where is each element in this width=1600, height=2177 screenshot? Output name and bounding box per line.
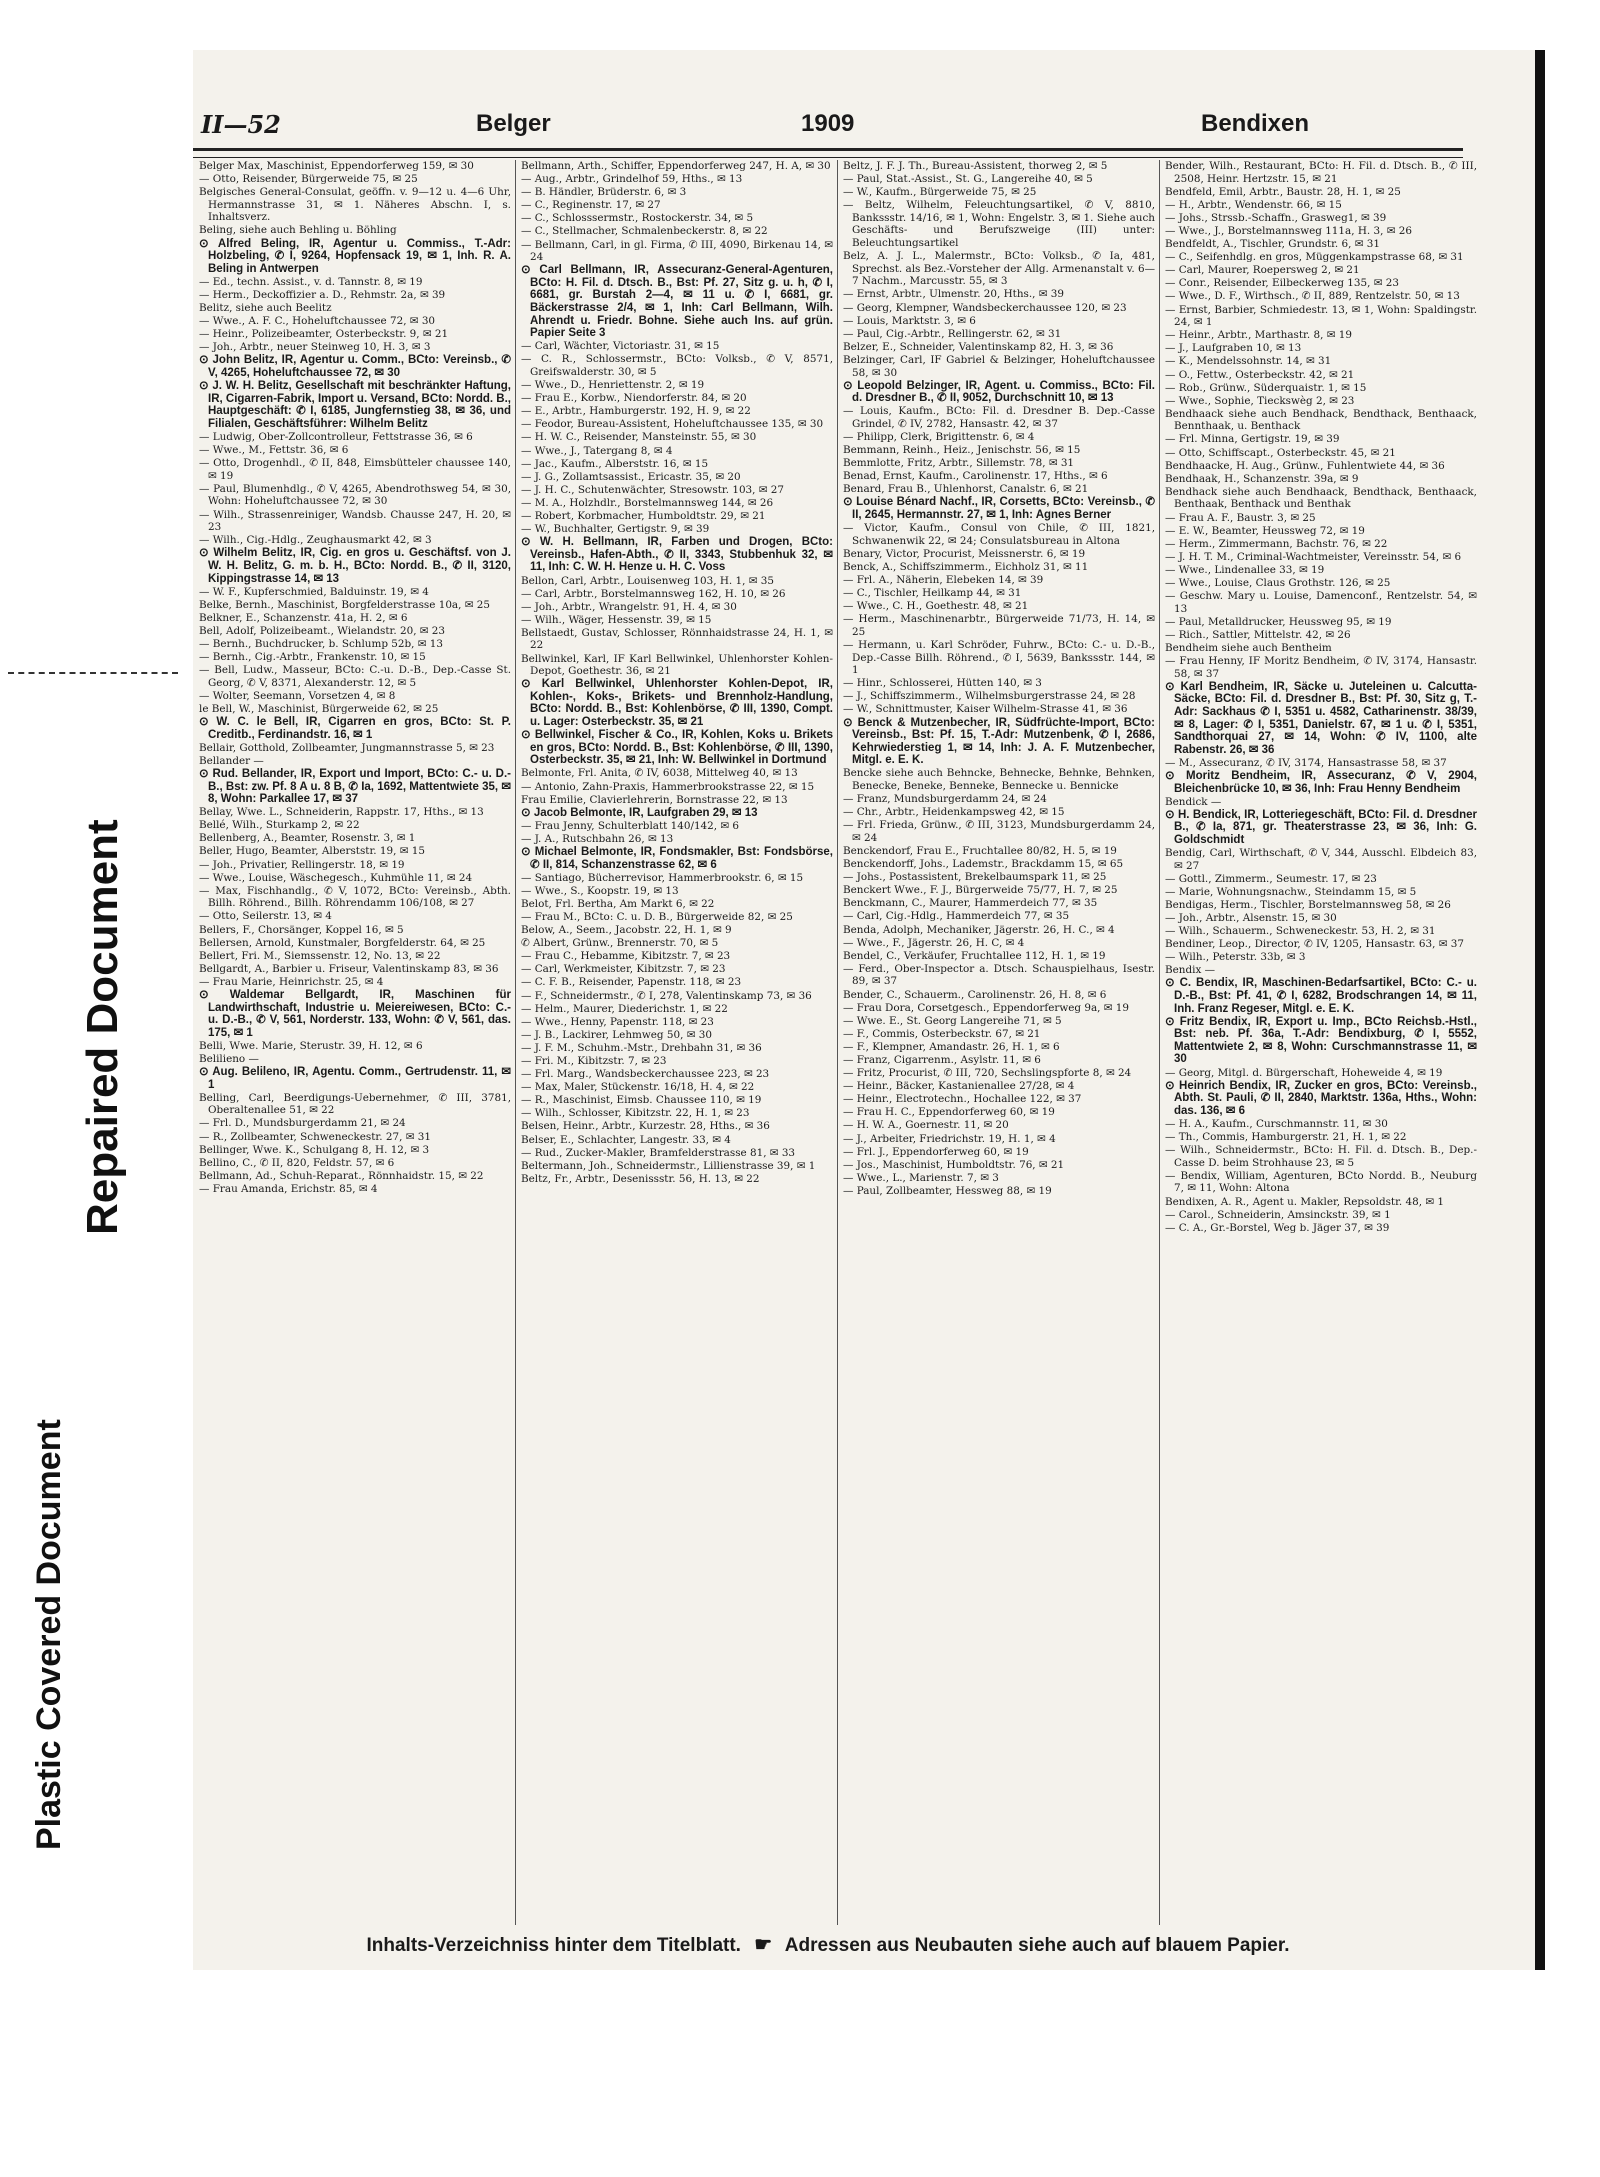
directory-entry: — Georg, Mitgl. d. Bürgerschaft, Hoheweide 4, ✉ 19 [1165,1066,1443,1079]
directory-entry: ⊙ Aug. Belileno, IR, Agentu. Comm., Gertrudenstr. 11, ✉ 1 [199,1066,511,1091]
directory-entry: — Carol., Schneiderin, Amsinckstr. 39, ✉ 1 [1165,1208,1391,1221]
directory-entry: Benckert Wwe., F. J., Bürgerweide 75/77, H. 7, ✉ 25 [843,884,1118,897]
directory-entry: — Conr., Reisender, Eilbeckerweg 135, ✉ 23 [1165,277,1399,290]
directory-entry: — Herm., Zimmermann, Bachstr. 76, ✉ 22 [1165,537,1388,550]
year-heading: 1909 [801,110,855,137]
directory-entry: — Hinr., Schlosserei, Hütten 140, ✉ 3 [843,677,1042,690]
directory-entry: — Frau Amanda, Erichstr. 85, ✉ 4 [199,1182,378,1195]
directory-page [193,50,1543,1970]
directory-entry: — J., Arbeiter, Friedrichstr. 19, H. 1, ✉ 4 [843,1132,1056,1145]
directory-entry: — B. Händler, Brüderstr. 6, ✉ 3 [521,186,687,199]
directory-entry: — F., Commis, Osterbeckstr. 67, ✉ 21 [843,1027,1041,1040]
directory-entry: — O., Fettw., Osterbeckstr. 42, ✉ 21 [1165,368,1355,381]
directory-entry: — Marie, Wohnungsnachw., Steindamm 15, ✉ 5 [1165,885,1417,898]
directory-entry: Belli, Wwe. Marie, Sterustr. 39, H. 12, ✉ 6 [199,1039,423,1052]
directory-entry: Belke, Bernh., Maschinist, Borgfelderstrasse 10a, ✉ 25 [199,598,490,611]
directory-entry: — Frl. Frieda, Grünw., ✆ III, 3123, Mundsburgerdamm 24, ✉ 24 [843,819,1155,844]
directory-entry: — Georg, Klempner, Wandsbeckerchaussee 120, ✉ 23 [843,301,1127,314]
directory-entry: — Frau M., BCto: C. u. D. B., Bürgerweide 82, ✉ 25 [521,910,793,923]
directory-entry: — Otto, Seilerstr. 13, ✉ 4 [199,910,332,923]
cut-line [8,672,178,674]
directory-entry: Bendiner, Leop., Director, ✆ IV, 1205, Hansastr. 63, ✉ 37 [1165,938,1464,951]
directory-entry: — Carl, Cig.-Hdlg., Hammerdeich 77, ✉ 35 [843,910,1070,923]
directory-entry: Benard, Frau B., Uhlenhorst, Canalstr. 6, ✉ 21 [843,483,1089,496]
directory-entry: — M., Assecuranz, ✆ IV, 3174, Hansastrasse 58, ✉ 37 [1165,756,1447,769]
page-edge [1535,50,1545,1970]
directory-entry: — J., Schiffszimmerm., Wilhelmsburgerstrasse 24, ✉ 28 [843,690,1136,703]
directory-entry: ⊙ C. Bendix, IR, Maschinen-Bedarfsartikel, BCto: C.- u. D.-B., Bst: Pf. 41, ✆ I, 6282, Brodschrangen 14, ✉ 11, Inh. Franz Regeser, Mitgl. e. E. K. [1165,977,1477,1015]
directory-entry: — C. R., Schlossermstr., BCto: Volksb., ✆ V, 8571, Greifswalderstr. 30, ✉ 5 [521,353,833,378]
directory-entry: — Wwe., Lindenallee 33, ✉ 19 [1165,563,1325,576]
directory-entry: Bendhaack siehe auch Bendhack, Bendthack, Benthaack, Bennthaak, u. Benthack [1165,407,1477,433]
column-divider [1159,160,1160,1925]
directory-entry: — M. A., Holzhdlr., Borstelmannsweg 144, ✉ 26 [521,496,774,509]
directory-entry: — Johs., Postassistent, Brekelbaumspark 11, ✉ 25 [843,871,1107,884]
directory-entry: — Carl, Arbtr., Borstelmannsweg 162, H. 10, ✉ 26 [521,587,786,600]
directory-entry: — Joh., Arbtr., Alsenstr. 15, ✉ 30 [1165,911,1337,924]
directory-entry: ⊙ Fritz Bendix, IR, Export u. Imp., BCto Reichsb.-Hstl., Bst: neb. Pf. 36a, T.-Adr: Bendixburg, ✆ I, 5552, Mattentwiete 2, ✉ 8, Wohn: Curschmannstrasse 11, ✉ 30 [1165,1015,1477,1066]
directory-entry: Belgisches General-Consulat, geöffn. v. 9—12 u. 4—6 Uhr, Hermannstrasse 31, ✉ 1. Näheres Abschn. I, s. Inhaltsverz. [199,186,511,224]
pointing-hand-icon: ☛ [754,1934,773,1956]
directory-entry: — Paul, Cig.-Arbtr., Rellingerstr. 62, ✉ 31 [843,327,1062,340]
directory-entry: — Jos., Maschinist, Humboldtstr. 76, ✉ 21 [843,1158,1065,1171]
directory-entry: — Hermann, u. Karl Schröder, Fuhrw., BCto: C.- u. D.-B., Dep.-Casse Billh. Röhrend., ✆ I, 5639, Bankssstr. 144, ✉ 1 [843,638,1155,677]
directory-entry: — Bellmann, Carl, in gl. Firma, ✆ III, 4090, Birkenau 14, ✉ 24 [521,238,833,264]
column-4 [1165,160,1477,1925]
directory-entry: — Carl, Wächter, Victoriastr. 31, ✉ 15 [521,340,720,353]
directory-entry: Bemmann, Reinh., Heiz., Jenischstr. 56, ✉ 15 [843,444,1081,457]
directory-entry: — Otto, Schiffscapt., Osterbeckstr. 45, ✉ 21 [1165,446,1396,459]
directory-entry: — Bernh., Cig.-Arbtr., Frankenstr. 10, ✉ 15 [199,651,426,664]
directory-entry: — Victor, Kaufm., Consul von Chile, ✆ III, 1821, Schwanenwik 22, ✉ 24; Consulatsbureau in Altona [843,522,1155,547]
directory-entry: Bellersen, Arnold, Kunstmaler, Borgfelderstr. 64, ✉ 25 [199,936,486,949]
directory-entry: Bellers, F., Chorsänger, Koppel 16, ✉ 5 [199,923,404,936]
directory-entry: — W., Kaufm., Bürgerweide 75, ✉ 25 [843,186,1037,199]
directory-entry: — Wwe., Sophie, Tieckswèg 2, ✉ 23 [1165,394,1355,407]
directory-entry: Benckendorff, Johs., Lademstr., Brackdamm 15, ✉ 65 [843,858,1124,871]
directory-entry: ⊙ W. C. le Bell, IR, Cigarren en gros, BCto: St. P. Creditb., Ferdinandstr. 16, ✉ 1 [199,716,511,741]
directory-entry: — Heinr., Bäcker, Kastanienallee 27/28, ✉ 4 [843,1080,1075,1093]
plastic-covered-label: Plastic Covered Document [30,1419,68,1850]
directory-entry: — J. B., Lackirer, Lehmweg 50, ✉ 30 [521,1028,712,1041]
directory-entry: — Rud., Zucker-Makler, Bramfelderstrasse 81, ✉ 33 [521,1146,796,1159]
page-footer [193,1932,1463,1957]
directory-entry: — Wilh., Strassenreiniger, Wandsb. Chausse 247, H. 20, ✉ 23 [199,508,511,534]
directory-entry: — J. G., Zollamtsassist., Ericastr. 35, ✉ 20 [521,470,741,483]
directory-entry: — Paul, Zollbeamter, Hessweg 88, ✉ 19 [843,1184,1052,1197]
directory-entry: Benck, A., Schiffszimmerm., Eichholz 31, ✉ 11 [843,560,1089,573]
directory-entry: — Beltz, Wilhelm, Feleuchtungsartikel, ✆ V, 8810, Bankssstr. 14/16, ✉ 1, Wohn: Engelstr. 3, ✉ 1. Siehe auch Geschäfts- und Berufszweige (III) unter: Beleuchtungsartikel [843,199,1155,250]
directory-entry: Belzinger, Carl, IF Gabriel & Belzinger, Hoheluftchaussee 58, ✉ 30 [843,353,1155,379]
directory-entry: — Frl. J., Eppendorferweg 60, ✉ 19 [843,1145,1029,1158]
directory-entry: — H. W. A., Goernestr. 11, ✉ 20 [843,1119,1009,1132]
directory-entry: — Otto, Drogenhdl., ✆ II, 848, Eimsbütteler chaussee 140, ✉ 19 [199,457,511,482]
directory-entry: — E., Arbtr., Hamburgerstr. 192, H. 9, ✉ 22 [521,405,751,418]
directory-entry: Bellgardt, A., Barbier u. Friseur, Valentinskamp 83, ✉ 36 [199,962,499,975]
directory-entry: — Antonio, Zahn-Praxis, Hammerbrookstrasse 22, ✉ 15 [521,780,815,793]
directory-entry: — W., Schnittmuster, Kaiser Wilhelm-Strasse 41, ✉ 36 [843,703,1128,716]
directory-entry: — Ludwig, Ober-Zollcontrolleur, Fettstrasse 36, ✉ 6 [199,430,473,443]
header-rule [193,148,1463,158]
directory-entry: ⊙ Benck & Mutzenbecher, IR, Südfrüchte-Import, BCto: Vereinsb., Bst: Pf. 15, T.-Adr: Mutzenbenk, ✆ I, 2686, Kehrwiederstieg 1, ✉ 14, Inh: J. A. F. Mutzenbecher, Mitgl. e. E. K. [843,716,1155,767]
directory-entry: Belsen, Heinr., Arbtr., Kurzestr. 28, Hths., ✉ 36 [521,1120,770,1133]
directory-entry: Bendfeld, Emil, Arbtr., Baustr. 28, H. 1, ✉ 25 [1165,185,1401,198]
directory-entry: — Frau A. F., Baustr. 3, ✉ 25 [1165,511,1316,524]
directory-entry: Bellmann, Arth., Schiffer, Eppendorferweg 247, H. A, ✉ 30 [521,160,831,172]
directory-entry: — J. H. T. M., Criminal-Wachtmeister, Vereinsstr. 54, ✉ 6 [1165,550,1462,563]
directory-entry: — Jac., Kaufm., Alberststr. 16, ✉ 15 [521,457,709,470]
directory-entry: Beling, siehe auch Behling u. Böhling [199,224,397,237]
directory-entry: — R., Zollbeamter, Schweneckestr. 27, ✉ 31 [199,1130,431,1143]
directory-entry: — Ernst, Barbier, Schmiedestr. 13, ✉ 1, Wohn: Spaldingstr. 24, ✉ 1 [1165,303,1477,329]
directory-entry: Belz, A. J. L., Malermstr., BCto: Volksb., ✆ Ia, 481, Sprechst. als Bez.-Vorsteher der Allg. Armenanstalt v. 6—7 Nachm., Marcusstr. 55, ✉ 3 [843,250,1155,288]
directory-entry: Belitz, siehe auch Beelitz [199,302,332,315]
directory-entry: Benda, Adolph, Mechaniker, Jägerstr. 26, H. C., ✉ 4 [843,923,1115,936]
directory-entry: ⊙ Waldemar Bellgardt, IR, Maschinen für Landwirthschaft, Industrie u. Meiereiwesen, BCto: C.- u. D.-B., ✆ V, 561, Norderstr. 133, Wohn: ✆ V, 561, das. 175, ✉ 1 [199,989,511,1039]
directory-entry: — Wilh., Schneidermstr., BCto: H. Fil. d. Dtsch. B., Dep.-Casse D. beim Strohhause 23, ✉ 5 [1165,1144,1477,1169]
directory-entry: Belot, Frl. Bertha, Am Markt 6, ✉ 22 [521,897,715,910]
directory-entry: — Frau Henny, IF Moritz Bendheim, ✆ IV, 3174, Hansastr. 58, ✉ 37 [1165,655,1477,680]
directory-entry: — Carl, Werkmeister, Kibitzstr. 7, ✉ 23 [521,963,726,976]
page-number: II—52 [201,110,281,139]
directory-entry: Bellino, C., ✆ II, 820, Feldstr. 57, ✉ 6 [199,1156,395,1169]
directory-entry: — Paul, Blumenhdlg., ✆ V, 4265, Abendrothsweg 54, ✉ 30, Wohn: Hoheluftchaussee 72, ✉ 30 [199,482,511,508]
directory-entry: Belilieno — [199,1052,259,1065]
directory-entry: Benckendorf, Frau E., Fruchtallee 80/82, H. 5, ✉ 19 [843,844,1117,857]
margin-strip [0,0,190,2177]
directory-entry: — H., Arbtr., Wendenstr. 66, ✉ 15 [1165,198,1342,211]
directory-entry: — Wwe., D., Henriettenstr. 2, ✉ 19 [521,379,705,392]
directory-entry: Bender, C., Schauerm., Carolinenstr. 26, H. 8, ✉ 6 [843,988,1107,1001]
directory-entry: — Frau H. C., Eppendorferweg 60, ✉ 19 [843,1106,1055,1119]
directory-entry: — J. H. C., Schutenwächter, Stresowstr. 103, ✉ 27 [521,483,785,496]
directory-entry: ⊙ Karl Bendheim, IR, Säcke u. Juteleinen u. Calcutta-Säcke, BCto: Fil. d. Dresdner B., Bst: Pf. 30, Sitz g, T.-Adr: Sackhaus ✆ I, 5351 u. 4582, Catharinenstr. 38/39, ✉ 8, Lager: ✆ I, 5351, Danielstr. 67, ✉ 1 u. ✆ I, 5351, Sandthorquai 27, ✉ 14, Wohn: ✆ IV, 1100, alte Rabenstr. 26, ✉ 36 [1165,680,1477,756]
directory-entry: — Herm., Maschinenarbtr., Bürgerweide 71/73, H. 14, ✉ 25 [843,613,1155,638]
directory-entry: — Frau Jenny, Schulterblatt 140/142, ✉ 6 [521,819,740,832]
directory-entry: — Fritz, Procurist, ✆ III, 720, Sechslingspforte 8, ✉ 24 [843,1067,1132,1080]
directory-entry: ⊙ Wilhelm Belitz, IR, Cig. en gros u. Geschäftsf. von J. W. H. Belitz, G. m. b. H., BCto: Nordd. B., ✆ II, 3120, Kippingstrasse 14, ✉ 13 [199,547,511,585]
directory-entry: — E. W., Beamter, Heussweg 72, ✉ 19 [1165,524,1365,537]
directory-entry: — J., Laufgraben 10, ✉ 13 [1165,342,1302,355]
directory-entry: — C., Schlosssermstr., Rostockerstr. 34, ✉ 5 [521,212,754,225]
directory-entry: Bellé, Wilh., Sturkamp 2, ✉ 22 [199,819,360,832]
directory-entry: — Otto, Reisender, Bürgerweide 75, ✉ 25 [199,173,418,186]
footer-addresses-note: Adressen aus Neubauten siehe auch auf blauem Papier. [784,1935,1290,1956]
directory-entry: — Franz, Cigarrenm., Asylstr. 11, ✉ 6 [843,1053,1041,1066]
directory-entry: Bellert, Fri. M., Siemssenstr. 12, No. 13, ✉ 22 [199,949,441,962]
directory-entry: — Wilh., Peterstr. 33b, ✉ 3 [1165,951,1306,964]
column-divider [837,160,838,1925]
directory-entry: — Wwe., D. F., Wirthsch., ✆ II, 889, Rentzelstr. 50, ✉ 13 [1165,290,1460,303]
directory-entry: Bendhack siehe auch Bendhaack, Bendthack, Benthaack, Benthaak, Benthack und Benthak [1165,485,1477,511]
directory-entry: Bendheim siehe auch Bentheim [1165,641,1332,654]
directory-entry: — Ferd., Ober-Inspector a. Dtsch. Schauspielhaus, Isestr. 89, ✉ 37 [843,962,1155,988]
directory-entry: — Wwe., M., Fettstr. 36, ✉ 6 [199,444,349,457]
directory-entry: ⊙ Leopold Belzinger, IR, Agent. u. Commiss., BCto: Fil. d. Dresdner B., ✆ II, 9052, Durchschnitt 10, ✉ 13 [843,379,1155,405]
directory-entry: — Louis, Marktstr. 3, ✉ 6 [843,314,976,327]
directory-entry: Bellmann, Ad., Schuh-Reparat., Rönnhaidstr. 15, ✉ 22 [199,1169,484,1182]
first-entry-heading: Belger [476,110,551,137]
column-2 [521,160,833,1925]
directory-entry: Beller, Hugo, Beamter, Alberststr. 19, ✉ 15 [199,845,425,858]
directory-entry: — F., Klempner, Amandastr. 26, H. 1, ✉ 6 [843,1040,1060,1053]
directory-entry: — C. F. B., Reisender, Papenstr. 118, ✉ 23 [521,976,742,989]
directory-entry: Belling, Carl, Beerdigungs-Uebernehmer, ✆ III, 3781, Oberaltenallee 51, ✉ 22 [199,1091,511,1117]
directory-entry: — Frau Dora, Corsetgesch., Eppendorferweg 9a, ✉ 19 [843,1001,1130,1014]
directory-entry: Beltz, J. F. J. Th., Bureau-Assistent, thorweg 2, ✉ 5 [843,160,1108,172]
directory-entry: Benad, Ernst, Kaufm., Carolinenstr. 17, Hths., ✉ 6 [843,470,1108,483]
directory-entry: — Bendix, William, Agenturen, BCto Nordd. B., Neuburg 7, ✉ 11, Wohn: Altona [1165,1169,1477,1195]
directory-entry: — Paul, Metalldrucker, Heussweg 95, ✉ 19 [1165,615,1392,628]
directory-entry: Bendfeldt, A., Tischler, Grundstr. 6, ✉ 31 [1165,238,1380,251]
directory-entry: — Franz, Mundsburgerdamm 24, ✉ 24 [843,793,1047,806]
directory-entry: — Frau E., Korbw., Niendorferstr. 84, ✉ 20 [521,392,747,405]
directory-entry: ⊙ Moritz Bendheim, IR, Assecuranz, ✆ V, 2904, Bleichenbrücke 10, ✉ 36, Inh: Frau Henny Bendheim [1165,769,1477,795]
directory-entry: — Frl. Marg., Wandsbeckerchaussee 223, ✉ 23 [521,1068,770,1081]
footer-index-note: Inhalts-Verzeichniss hinter dem Titelblatt. [366,1935,741,1956]
directory-entry: Bellstaedt, Gustav, Schlosser, Rönnhaidstrasse 24, H. 1, ✉ 22 [521,626,833,652]
last-entry-heading: Bendixen [1201,110,1310,137]
directory-entry: — J. F. M., Schuhm.-Mstr., Drehbahn 31, ✉ 36 [521,1041,762,1054]
directory-entry: — Fri. M., Kibitzstr. 7, ✉ 23 [521,1054,667,1067]
directory-entry: — Frl. Minna, Gertigstr. 19, ✉ 39 [1165,433,1340,446]
directory-entry: — W. F., Kupferschmied, Balduinstr. 19, ✉ 4 [199,585,429,598]
directory-entry: Beltz, Fr., Arbtr., Desenissstr. 56, H. 13, ✉ 22 [521,1172,760,1185]
directory-entry: — Joh., Arbtr., Wrangelstr. 91, H. 4, ✉ 30 [521,600,737,613]
directory-entry: — Helm., Maurer, Diederichstr. 1, ✉ 22 [521,1002,728,1015]
directory-entry: — Bernh., Buchdrucker, b. Schlump 52b, ✉ 13 [199,637,444,650]
directory-entry: ⊙ Alfred Beling, IR, Agentur u. Commiss., T.-Adr: Holzbeling, ✆ I, 9264, Hopfensack 19, ✉ 1, Inh. R. A. Beling in Antwerpen [199,237,511,275]
directory-entry: — Rob., Grünw., Süderquaistr. 1, ✉ 15 [1165,381,1367,394]
directory-entry: ⊙ John Belitz, IR, Agentur u. Comm., BCto: Vereinsb., ✆ V, 4265, Hoheluftchaussee 72, ✉ 30 [199,354,511,379]
directory-entry: Benckmann, C., Maurer, Hammerdeich 77, ✉ 35 [843,897,1098,910]
directory-entry: — Frl. A., Näherin, Elebeken 14, ✉ 39 [843,574,1044,586]
directory-entry: Belser, E., Schlachter, Langestr. 33, ✉ 4 [521,1133,731,1146]
directory-entry: — Frl. D., Mundsburgerdamm 21, ✉ 24 [199,1117,406,1130]
directory-entry: — F., Schneidermstr., ✆ I, 278, Valentinskamp 73, ✉ 36 [521,989,812,1002]
directory-entry: Belmonte, Frl. Anita, ✆ IV, 6038, Mittelweg 40, ✉ 13 [521,767,798,780]
directory-entry: — Bell, Ludw., Masseur, BCto: C.-u. D.-B., Dep.-Casse St. Georg, ✆ V, 8371, Alexanderstr. 12, ✉ 5 [199,664,511,689]
directory-entry: Bellay, Wwe. L., Schneiderin, Rappstr. 17, Hths., ✉ 13 [199,806,484,819]
directory-entry: — Wwe., A. F. C., Hoheluftchaussee 72, ✉ 30 [199,315,436,328]
directory-entry: Bencke siehe auch Behncke, Behnecke, Behnke, Behnken, Benecke, Beneke, Benneke, Bennecke u. Bennicke [843,767,1155,792]
directory-entry: — Ernst, Arbtr., Ulmenstr. 20, Hths., ✉ 39 [843,288,1065,301]
directory-entry: Bendixen, A. R., Agent u. Makler, Repsoldstr. 48, ✉ 1 [1165,1195,1444,1208]
directory-entry: Bendick — [1165,795,1222,808]
directory-entry: — Wwe., Henny, Papenstr. 118, ✉ 23 [521,1015,714,1028]
column-3 [843,160,1155,1925]
directory-entry: Bell, Adolf, Polizeibeamt., Wielandstr. 20, ✉ 23 [199,624,446,637]
directory-entry: ⊙ Bellwinkel, Fischer & Co., IR, Kohlen, Koks u. Brikets en gros, BCto: Nordd. B., Bst: Kohlenbörse, ✆ III, 1390, Osterbeckstr. 35, ✉ 21, Inh: W. Bellwinkel in Dortmund [521,729,833,767]
directory-entry: — Aug., Arbtr., Grindelhof 59, Hths., ✉ 13 [521,173,743,186]
directory-entry: — Max, Fischhandlg., ✆ V, 1072, BCto: Vereinsb., Abth. Billh. Röhrend., Billh. Röhrendamm 106/108, ✉ 27 [199,884,511,910]
column-divider [515,160,516,1925]
directory-entry: — Wwe., F., Jägerstr. 26, H. C, ✉ 4 [843,936,1025,949]
directory-entry: — Frau C., Hebamme, Kibitzstr. 7, ✉ 23 [521,950,731,963]
directory-entry: — Heinr., Electrotechn., Hochallee 122, ✉ 37 [843,1093,1082,1106]
directory-entry: Bender, Wilh., Restaurant, BCto: H. Fil. d. Dtsch. B., ✆ III, 2508, Heinr. Hertzstr. 15, ✉ 21 [1165,160,1477,185]
directory-entry: Bellinger, Wwe. K., Schulgang 8, H. 12, ✉ 3 [199,1143,430,1156]
directory-entry: Bellon, Carl, Arbtr., Louisenweg 103, H. 1, ✉ 35 [521,574,774,587]
directory-entry: — H. A., Kaufm., Curschmannstr. 11, ✉ 30 [1165,1117,1388,1130]
directory-entry: Bendhaak, H., Schanzenstr. 39a, ✉ 9 [1165,472,1359,485]
directory-entry: Beltermann, Joh., Schneidermstr., Lillienstrasse 39, ✉ 1 [521,1159,816,1172]
directory-entry: — Wwe., Louise, Claus Grothstr. 126, ✉ 25 [1165,577,1391,589]
directory-entry: — Wwe., S., Koopstr. 19, ✉ 13 [521,884,679,897]
directory-entry: Belzer, E., Schneider, Valentinskamp 82, H. 3, ✉ 36 [843,340,1114,353]
directory-entry: Bellwinkel, Karl, IF Karl Bellwinkel, Uhlenhorster Kohlen-Depot, Goethestr. 36, ✉ 21 [521,652,833,678]
directory-entry: — Wwe., L., Marienstr. 7, ✉ 3 [843,1171,999,1184]
directory-entry: — C., Reginenstr. 17, ✉ 27 [521,199,661,212]
directory-entry: ✆ Albert, Grünw., Brennerstr. 70, ✉ 5 [521,937,719,950]
directory-entry: — R., Maschinist, Eimsb. Chaussee 110, ✉ 19 [521,1094,762,1107]
directory-entry: — Heinr., Arbtr., Marthastr. 8, ✉ 19 [1165,329,1352,342]
directory-entry: Bemmlotte, Fritz, Arbtr., Sillemstr. 78, ✉ 31 [843,457,1075,470]
directory-entry: — Wilh., Wäger, Hessenstr. 39, ✉ 15 [521,613,712,626]
directory-entry: ⊙ Karl Bellwinkel, Uhlenhorster Kohlen-Depot, IR, Kohlen-, Koks-, Brikets- und Brennholz-Handlung, BCto: Nordd. B., Bst: Kohlenbörse, ✆ III, 1390, Compt. u. Lager: Osterbeckstr. 35, ✉ 21 [521,678,833,729]
directory-entry: — Wwe., J., Tatergang 8, ✉ 4 [521,444,673,457]
directory-entry: — C., Seifenhdlg. en gros, Müggenkampstrasse 68, ✉ 31 [1165,251,1464,264]
directory-entry: — Joh., Arbtr., neuer Steinweg 10, H. 3, ✉ 3 [199,341,431,354]
directory-entry: ⊙ W. H. Bellmann, IR, Farben und Drogen, BCto: Vereinsb., Hafen-Abth., ✆ II, 3343, Stubbenhuk 32, ✉ 11, Inh: C. W. H. Henze u. H. C. Voss [521,536,833,574]
directory-entry: — Louis, Kaufm., BCto: Fil. d. Dresdner B. Dep.-Casse Grindel, ✆ IV, 2782, Hansastr. 42, ✉ 37 [843,405,1155,430]
directory-entry: — Wilh., Cig.-Hdlg., Zeughausmarkt 42, ✉ 3 [199,534,432,547]
directory-entry: Bendig, Carl, Wirthschaft, ✆ V, 344, Ausschl. Elbdeich 83, ✉ 27 [1165,846,1477,872]
directory-entry: — Herm., Deckoffizier a. D., Rehmstr. 2a, ✉ 39 [199,288,446,301]
directory-entry: — Santiago, Bücherrevisor, Hammerbrookstr. 6, ✉ 15 [521,871,804,884]
repaired-document-label: Repaired Document [78,819,127,1235]
directory-entry: ⊙ Louise Bénard Nachf., IR, Corsetts, BCto: Vereinsb., ✆ II, 2645, Hermannstr. 27, ✉ 1, Inh: Agnes Berner [843,496,1155,522]
directory-entry: — C. A., Gr.-Borstel, Weg b. Jäger 37, ✉ 39 [1165,1221,1390,1234]
directory-entry: — C., Stellmacher, Schmalenbeckerstr. 8, ✉ 22 [521,225,768,238]
directory-entry: — Chr., Arbtr., Heidenkampsweg 42, ✉ 15 [843,806,1065,819]
directory-entry: Benary, Victor, Procurist, Meissnerstr. 6, ✉ 19 [843,547,1086,560]
directory-entry: Belger Max, Maschinist, Eppendorferweg 159, ✉ 30 [199,160,474,172]
directory-entry: — H. W. C., Reisender, Mansteinstr. 55, ✉ 30 [521,431,757,444]
directory-entry: — Joh., Privatier, Rellingerstr. 18, ✉ 19 [199,858,405,871]
directory-entry: — J. A., Rutschbahn 26, ✉ 13 [521,832,674,845]
directory-entry: ⊙ Rud. Bellander, IR, Export und Import, BCto: C.- u. D.-B., Bst: zw. Pf. 8 A u. 8 B, ✆ Ia, 1692, Mattentwiete 35, ✉ 8, Wohn: Parkallee 17, ✉ 37 [199,767,511,806]
directory-entry: — Wilh., Schauerm., Schweneckestr. 53, H. 2, ✉ 31 [1165,925,1436,938]
directory-entry: ⊙ H. Bendick, IR, Lotteriegeschäft, BCto: Fil. d. Dresdner B., ✆ Ia, 871, gr. Theaterstrasse 23, ✉ 36, Inh: G. Goldschmidt [1165,808,1477,846]
directory-entry: — Carl, Maurer, Roepersweg 2, ✉ 21 [1165,264,1360,277]
directory-entry: — Feodor, Bureau-Assistent, Hoheluftchaussee 135, ✉ 30 [521,418,824,431]
directory-entry: — Paul, Stat.-Assist., St. G., Langereihe 40, ✉ 5 [843,173,1093,186]
directory-entry: ⊙ J. W. H. Belitz, Gesellschaft mit beschränkter Haftung, IR, Cigarren-Fabrik, Import u. Versand, BCto: Nordd. B., Hauptgeschäft: ✆ I, 6185, Jungfernstieg 38, ✉ 36, und Filialen, Geschäftsführer: Wilhelm Belitz [199,380,511,430]
directory-entry: — Rich., Sattler, Mittelstr. 42, ✉ 26 [1165,628,1351,641]
directory-entry: Bendhaacke, H. Aug., Grünw., Fuhlentwiete 44, ✉ 36 [1165,459,1445,472]
directory-entry: ⊙ Michael Belmonte, IR, Fondsmakler, Bst: Fondsbörse, ✆ II, 814, Schanzenstrasse 62, ✉ 6 [521,845,833,871]
directory-entry: — K., Mendelssohnstr. 14, ✉ 31 [1165,355,1332,368]
directory-entry: — Th., Commis, Hamburgerstr. 21, H. 1, ✉ 22 [1165,1131,1407,1144]
directory-entry: Bellair, Gotthold, Zollbeamter, Jungmannstrasse 5, ✉ 23 [199,741,495,754]
directory-entry: ⊙ Carl Bellmann, IR, Assecuranz-General-Agenturen, BCto: H. Fil. d. Dtsch. B., Bst: Pf. 27, Sitz g. u. h, ✆ I, 6681, gr. Burstah 2—4, ✉ 11 u. ✆ I, 6681, gr. Bäckerstrasse 2/4, ✉ 1, Inh: Carl Bellmann, Wilh. Ahrendt u. Friedr. Bohne. Siehe auch Ins. auf grün. Papier Seite 3 [521,264,833,340]
directory-entry: Frau Emilie, Clavierlehrerin, Bornstrasse 22, ✉ 13 [521,793,788,806]
directory-entry: ⊙ Jacob Belmonte, IR, Laufgraben 29, ✉ 13 [521,806,758,819]
directory-entry: — Wwe., C. H., Goethestr. 48, ✉ 21 [843,600,1029,613]
directory-entry: Belkner, E., Schanzenstr. 41a, H. 2, ✉ 6 [199,611,408,624]
directory-entry: — Ed., techn. Assist., v. d. Tannstr. 8, ✉ 19 [199,275,423,288]
directory-entry: Bendigas, Herm., Tischler, Borstelmannsweg 58, ✉ 26 [1165,898,1451,911]
directory-entry: — Robert, Korbmacher, Humboldtstr. 29, ✉ 21 [521,510,766,523]
directory-entry: — Wwe., J., Borstelmannsweg 111a, H. 3, ✉ 26 [1165,224,1412,237]
column-1 [199,160,511,1925]
directory-entry: Bendel, C., Verkäufer, Fruchtallee 112, H. 1, ✉ 19 [843,949,1106,962]
directory-entry: — W., Buchhalter, Gertigstr. 9, ✉ 39 [521,523,710,536]
directory-entry: — Philipp, Clerk, Brigittenstr. 6, ✉ 4 [843,430,1035,443]
directory-entry: — Wolter, Seemann, Vorsetzen 4, ✉ 8 [199,689,396,702]
directory-entry: — Geschw. Mary u. Louise, Damenconf., Rentzelstr. 54, ✉ 13 [1165,590,1477,615]
directory-entry: Bendix — [1165,964,1216,977]
directory-entry: — Wwe. E., St. Georg Langereihe 71, ✉ 5 [843,1014,1062,1027]
directory-entry: Bellander — [199,754,264,767]
directory-entry: — C., Tischler, Heilkamp 44, ✉ 31 [843,587,1022,600]
directory-entry: ⊙ Heinrich Bendix, IR, Zucker en gros, BCto: Vereinsb., Abth. St. Pauli, ✆ II, 2840, Marktstr. 136a, Hths., Wohn: das. 136, ✉ 6 [1165,1079,1477,1117]
directory-entry: le Bell, W., Maschinist, Bürgerweide 62, ✉ 25 [199,702,439,715]
directory-entry: — Frau Marie, Heinrichstr. 25, ✉ 4 [199,975,384,988]
page-header [201,110,1461,150]
directory-entry: — Wilh., Schlosser, Kibitzstr. 22, H. 1, ✉ 23 [521,1107,750,1120]
directory-entry: — Max, Maler, Stückenstr. 16/18, H. 4, ✉ 22 [521,1081,755,1094]
directory-entry: — Heinr., Polizeibeamter, Osterbeckstr. 9, ✉ 21 [199,328,449,341]
directory-entry: — Wwe., Louise, Wäschegesch., Kuhmühle 11, ✉ 24 [199,871,473,884]
directory-entry: — Johs., Strssb.-Schaffn., Grasweg1, ✉ 39 [1165,211,1387,224]
directory-columns [193,160,1477,1925]
directory-entry: Bellenberg, A., Beamter, Rosenstr. 3, ✉ 1 [199,832,416,845]
directory-entry: Below, A., Seem., Jacobstr. 22, H. 1, ✉ 9 [521,924,732,937]
directory-entry: — Gottl., Zimmerm., Seumestr. 17, ✉ 23 [1165,872,1377,885]
